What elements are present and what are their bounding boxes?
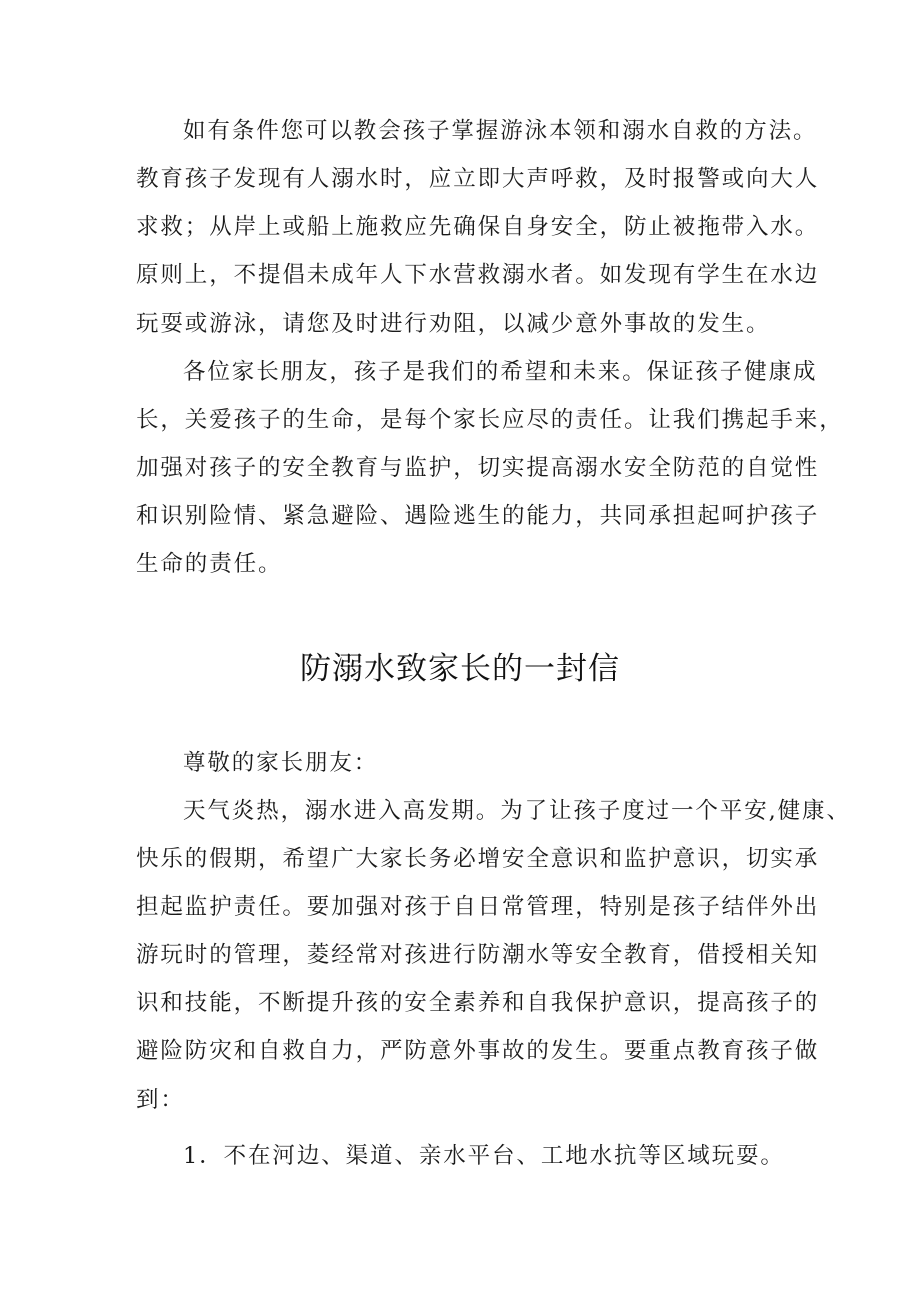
text-line: 快乐的假期，希望广大家长务必增安全意识和监护意识，切实承 <box>136 846 820 872</box>
list-item: 1．不在河边、渠道、亲水平台、工地水抗等区域玩耍。 <box>183 1143 785 1169</box>
text-line: 各位家长朋友，孩子是我们的希望和未来。保证孩子健康成 <box>183 359 818 385</box>
salutation: 尊敬的家长朋友： <box>183 750 379 776</box>
text-line: 担起监护责任。要加强对孩于自日常管理，特别是孩子结伴外出 <box>136 894 820 920</box>
text-line: 到： <box>136 1087 185 1113</box>
text-line: 避险防灾和自救自力，严防意外事故的发生。要重点教育孩子做 <box>136 1038 820 1064</box>
text-line: 玩耍或游泳，请您及时进行劝阻，以减少意外事故的发生。 <box>136 311 771 337</box>
text-line: 教育孩子发现有人溺水时，应立即大声呼救，及时报警或向大人 <box>136 166 820 192</box>
text-line: 识和技能，不断提升孩的安全素养和自我保护意识，提高孩子的 <box>136 990 820 1016</box>
text-line: 如有条件您可以教会孩子掌握游泳本领和溺水自救的方法。 <box>183 118 818 144</box>
text-line: 生命的责任。 <box>136 551 283 577</box>
text-line: 天气炎热，溺水进入高发期。为了让孩子度过一个平安,健康、 <box>183 798 851 824</box>
text-line: 游玩时的管理，菱经常对孩进行防潮水等安全教育，借授相关知 <box>136 942 820 968</box>
text-line: 原则上，不提倡未成年人下水营救溺水者。如发现有学生在水边 <box>136 262 820 288</box>
text-line: 长，关爱孩子的生命，是每个家长应尽的责任。让我们携起手来， <box>136 407 844 433</box>
text-line: 求救；从岸上或船上施救应先确保自身安全，防止被拖带入水。 <box>136 214 820 240</box>
text-line: 和识别险情、紧急避险、遇险逃生的能力，共同承担起呵护孩子 <box>136 503 820 529</box>
text-line: 加强对孩子的安全教育与监护，切实提高溺水安全防范的自觉性 <box>136 455 820 481</box>
letter-title: 防溺水致家长的一封信 <box>300 651 620 687</box>
